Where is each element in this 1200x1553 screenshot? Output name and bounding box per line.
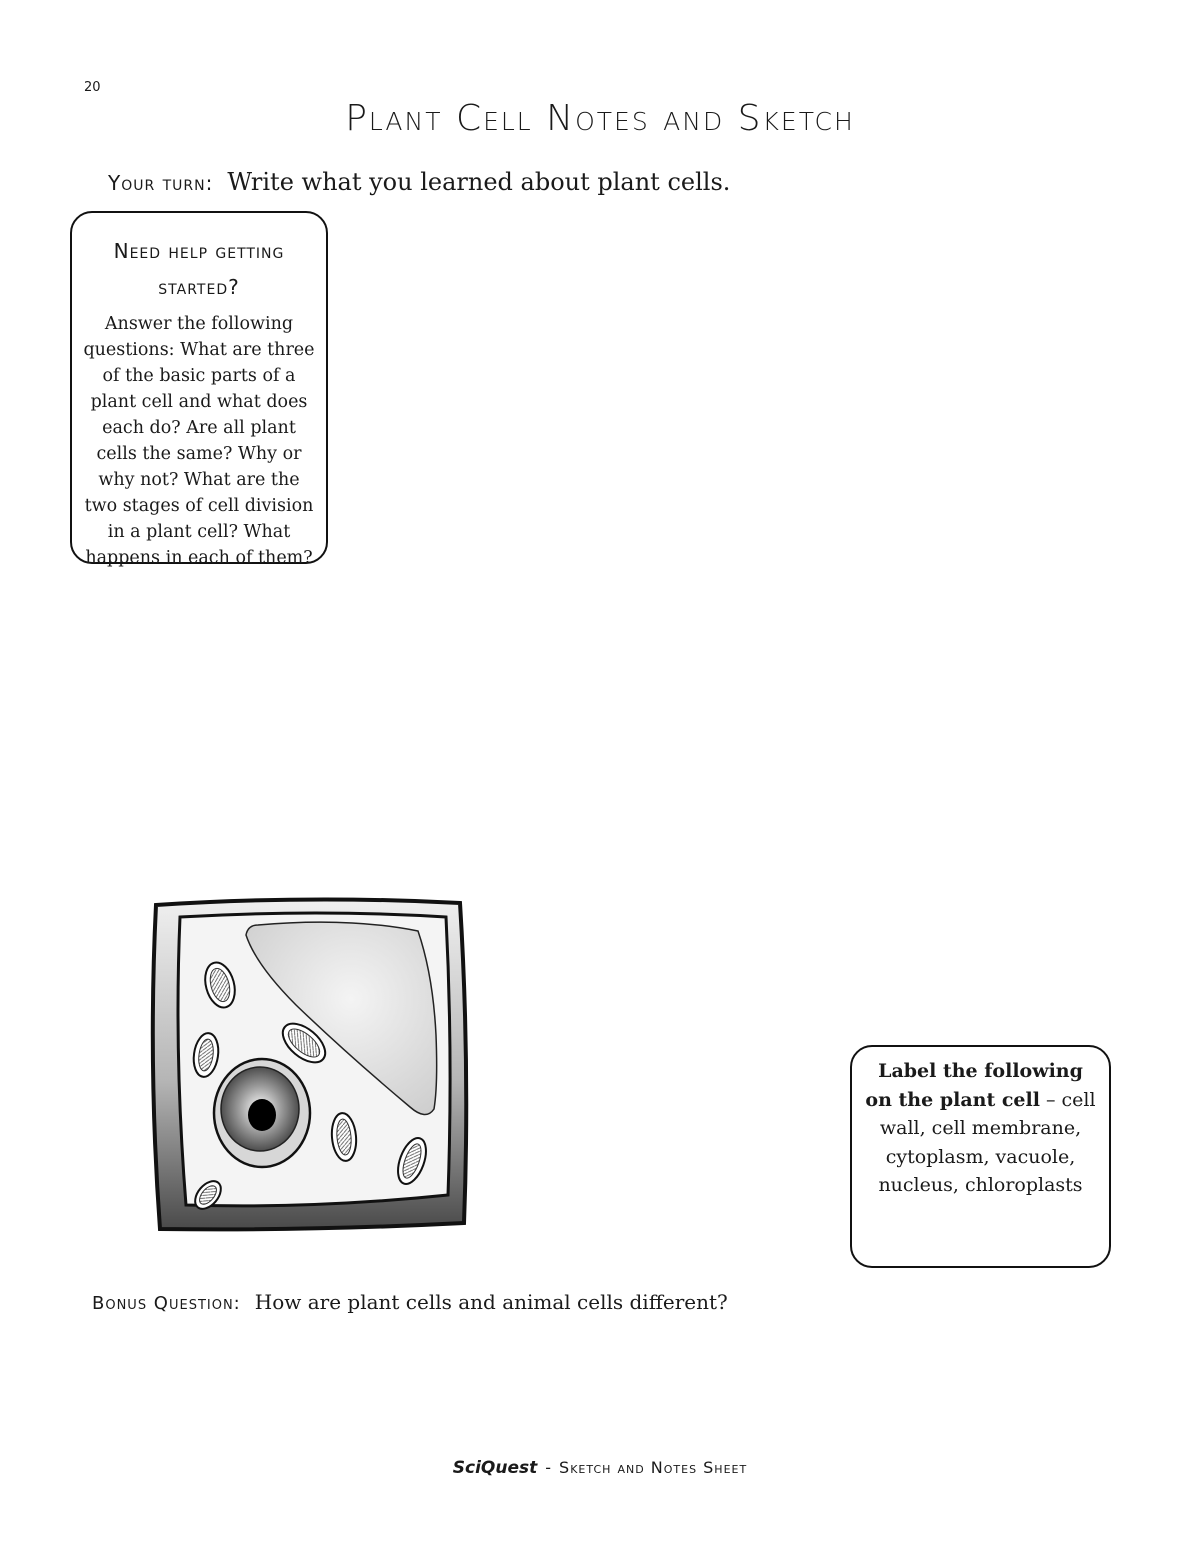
prompt-lead: Your turn:: [108, 171, 214, 195]
label-instructions-box: [850, 1045, 1111, 1268]
bonus-lead: Bonus Question:: [92, 1293, 241, 1314]
prompt-text: Write what you learned about plant cells.: [227, 168, 731, 196]
plant-cell-diagram: [148, 895, 474, 1237]
label-box-bold: Label the following on the plant cell: [865, 1060, 1083, 1111]
help-box-body: Answer the following questions: What are three of the basic parts of a plant cell and what does each do? Are all plant cells the same? Why or why not? What are the two stages of cell division in a plant cell? What happens in each of them?: [83, 314, 315, 568]
nucleolus: [248, 1099, 276, 1131]
label-box-text: – cell wall, cell membrane, cytoplasm, vacuole, nucleus, chloroplasts: [878, 1088, 1096, 1196]
bonus-text: How are plant cells and animal cells different?: [254, 1290, 728, 1314]
help-box-title: Need help getting started?: [113, 239, 285, 299]
footer-separator: -: [545, 1458, 552, 1477]
prompt-row: [108, 168, 730, 196]
footer-brand: SciQuest: [452, 1458, 538, 1478]
page-number: 20: [84, 80, 101, 95]
footer: [0, 1458, 1200, 1478]
help-box: [70, 211, 328, 568]
plant-cell-svg: [148, 895, 474, 1237]
page-title: Plant Cell Notes and Sketch: [345, 98, 855, 139]
bonus-row: [92, 1290, 728, 1314]
footer-text: Sketch and Notes Sheet: [559, 1458, 748, 1477]
